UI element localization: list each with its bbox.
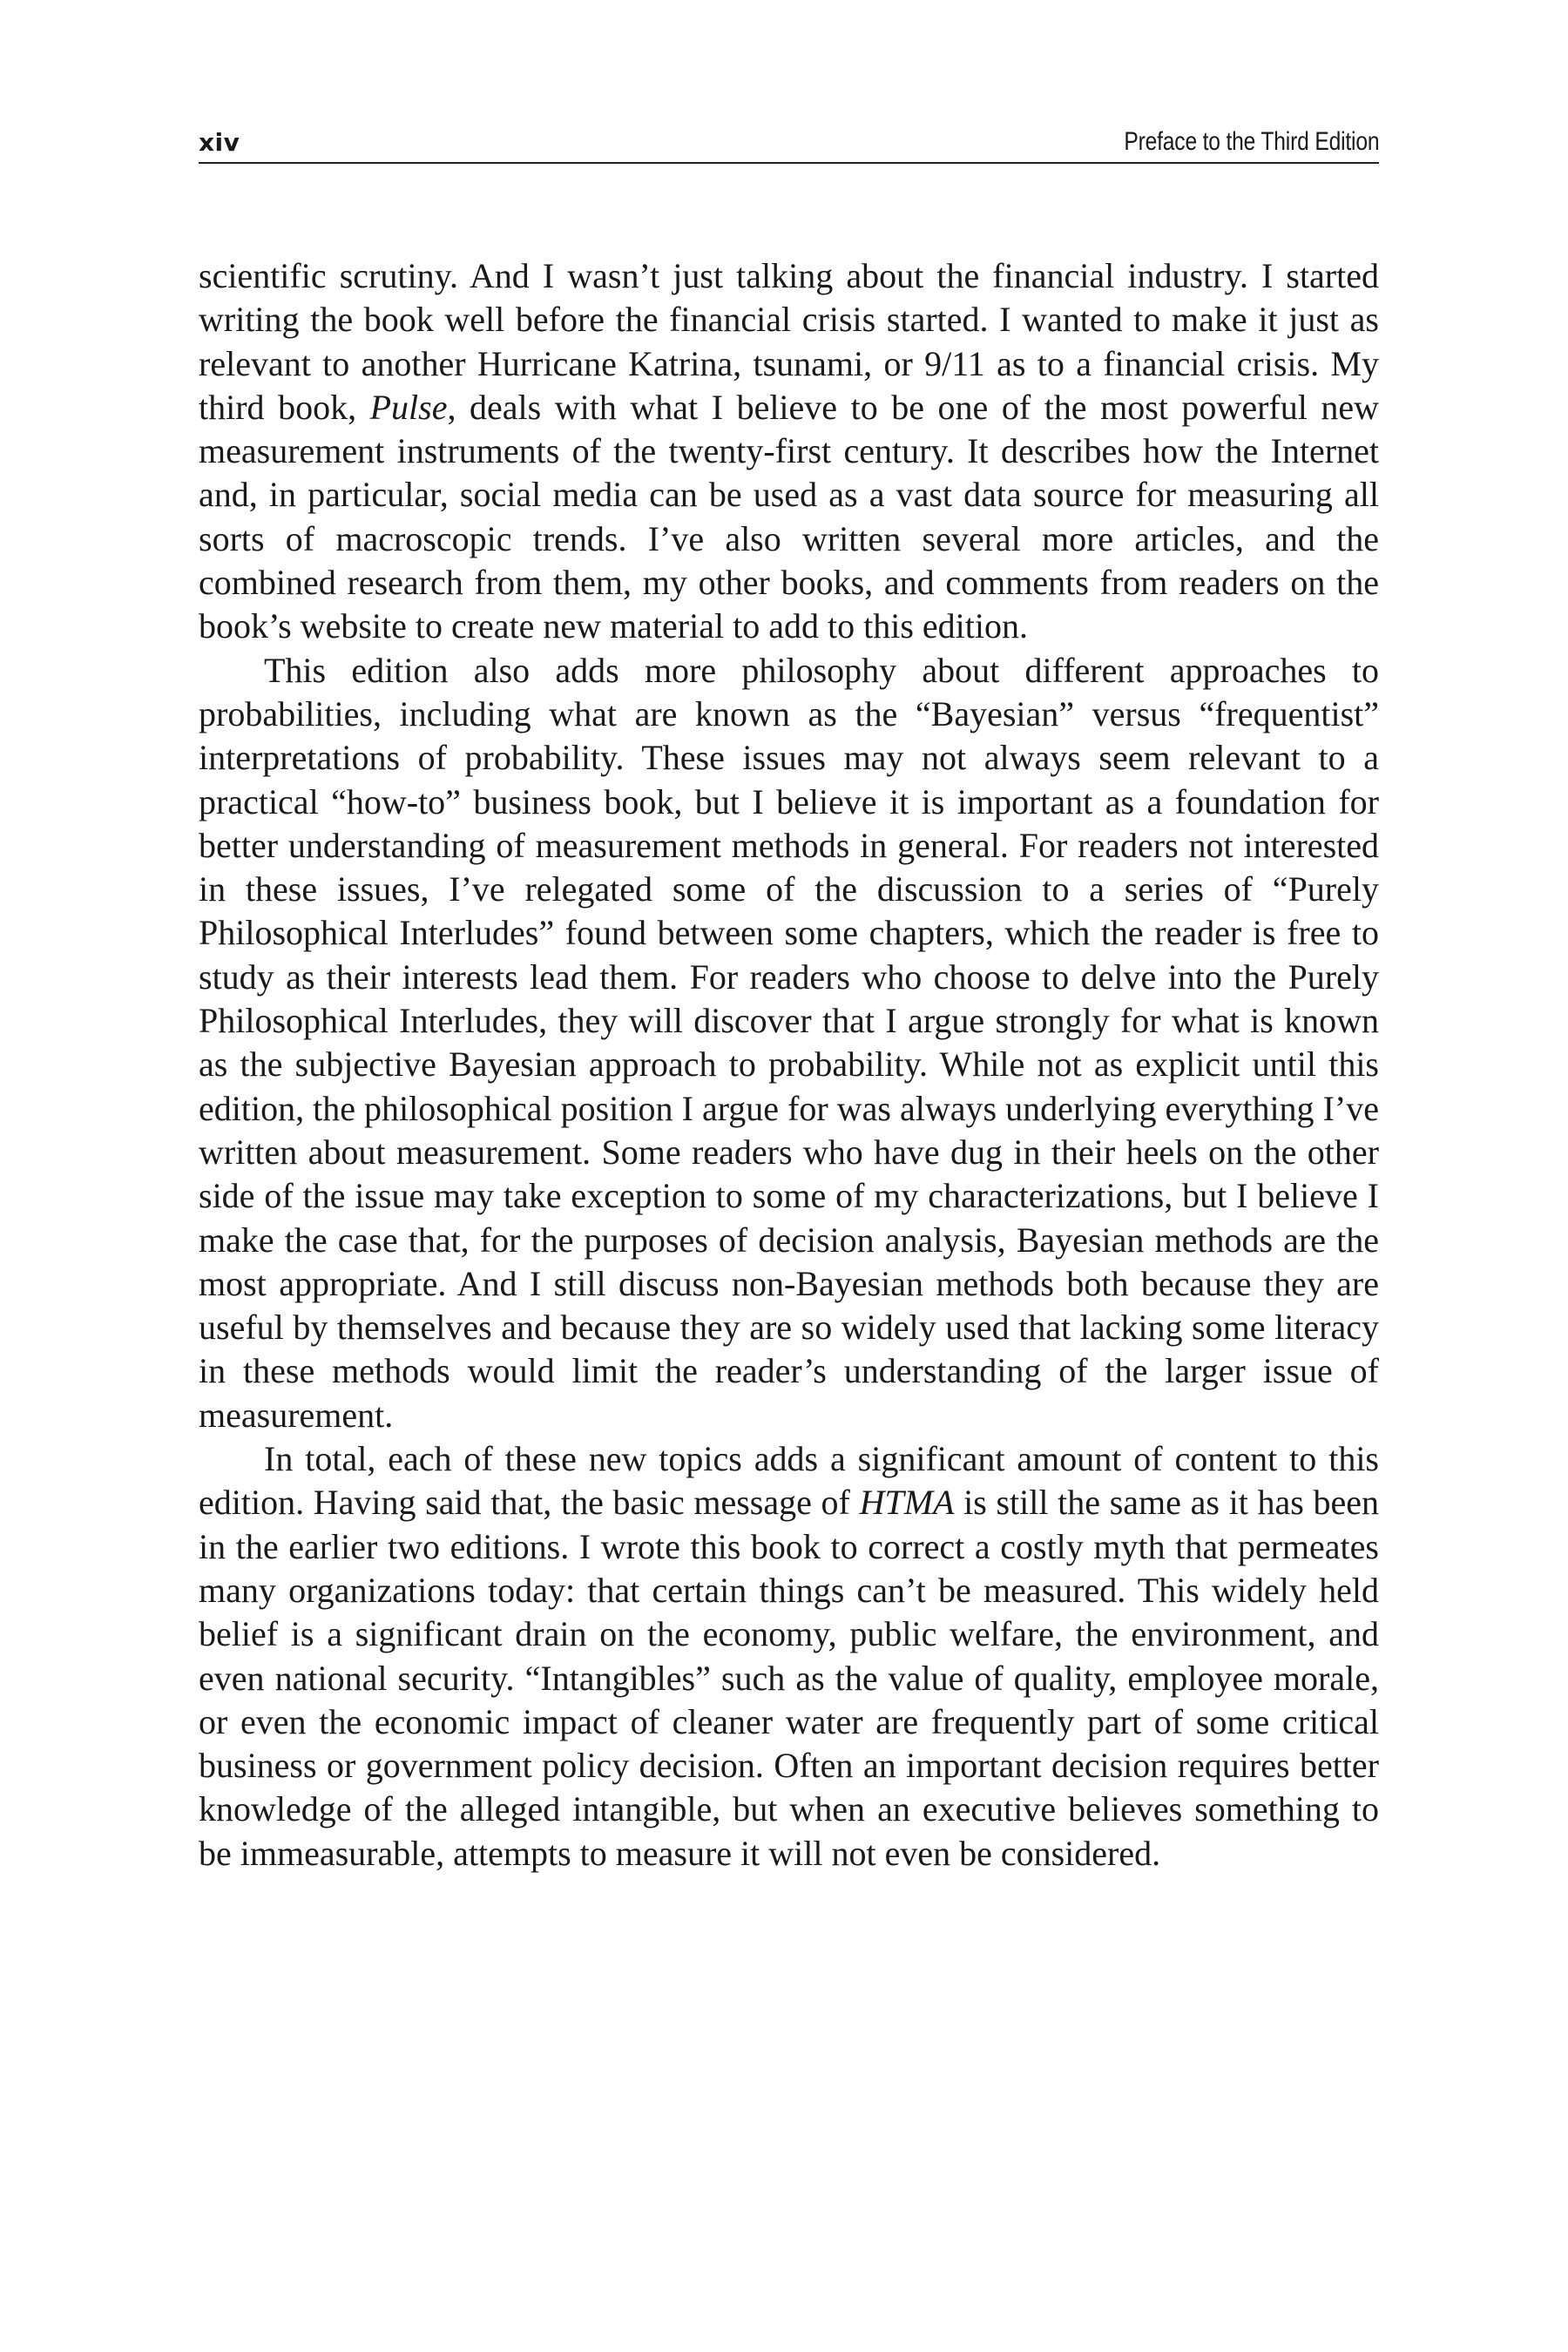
text-run: is still the same as it has been in the earlier two editions. I wrote this book to correct a costly myth that permeates many organizations today: that certain things can’t be measured. This widely held belief is a significant drain on the economy, public welfare, the environment, and even national security. “Intangibles” such as the value of quality, employee morale, or even the economic impact of cleaner water are frequently part of some critical business or government policy decision. Often an important decision requires better knowledge of the alleged intangible, but when an executive believes something to be immeasurable, attempts to measure it will not even be considered.	[199, 1483, 1379, 1873]
running-title: Preface to the Third Edition	[1123, 127, 1379, 156]
text-run: In total, each of these new topics adds a significant amount of content to this edition. Having said that, the basic message of	[199, 1439, 1379, 1523]
text-run: scientific scrutiny. And I wasn’t just talking about the financial industry. I started writing the book well before the financial crisis started. I wanted to make it just as relevant to another Hurricane Katrina, tsunami, or 9/11 as to a financial crisis. My third book,	[199, 256, 1379, 427]
body-text	[199, 254, 1379, 1876]
page-number: xiv	[199, 128, 240, 157]
running-header	[199, 122, 1379, 164]
text-run: This edition also adds more philosophy about different approaches to probabilities, including what are known as the “Bayesian” versus “frequentist” interpretations of probability. These issues may not always seem relevant to a practical “how-to” business book, but I believe it is important as a foundation for better understanding of measurement methods in general. For readers not interested in these issues, I’ve relegated some of the discussion to a series of “Purely Philosophical Interludes” found between some chapters, which the reader is free to study as their interests lead them. For readers who choose to delve into the Purely Philosophical Interludes, they will discover that I argue strongly for what is known as the subjective Bayesian approach to probability. While not as explicit until this edition, the philosophical position I argue for was always underlying everything I’ve written about measurement. Some readers who have dug in their heels on the other side of the issue may take exception to some of my characterizations, but I believe I make the case that, for the purposes of decision analysis, Bayesian methods are the most appropriate. And I still discuss non-Bayesian methods both because they are useful by themselves and because they are so widely used that lacking some literacy in these methods would limit the reader’s understanding of the larger issue of measurement.	[199, 650, 1379, 1435]
book-page	[199, 122, 1379, 1876]
book-title-htma: HTMA	[859, 1483, 955, 1523]
text-run: , deals with what I believe to be one of the most powerful new measurement instruments of the twenty-first century. It describes how the Internet and, in particular, social media can be used as a vast data source for measuring all sorts of macroscopic trends. I’ve also written several more articles, and the combined research from them, my other books, and comments from readers on the book’s website to create new material to add to this edition.	[199, 387, 1380, 646]
book-title-pulse: Pulse	[369, 387, 448, 427]
paragraph-3	[199, 1437, 1379, 1876]
paragraph-2	[199, 649, 1379, 1437]
paragraph-1	[199, 254, 1379, 649]
